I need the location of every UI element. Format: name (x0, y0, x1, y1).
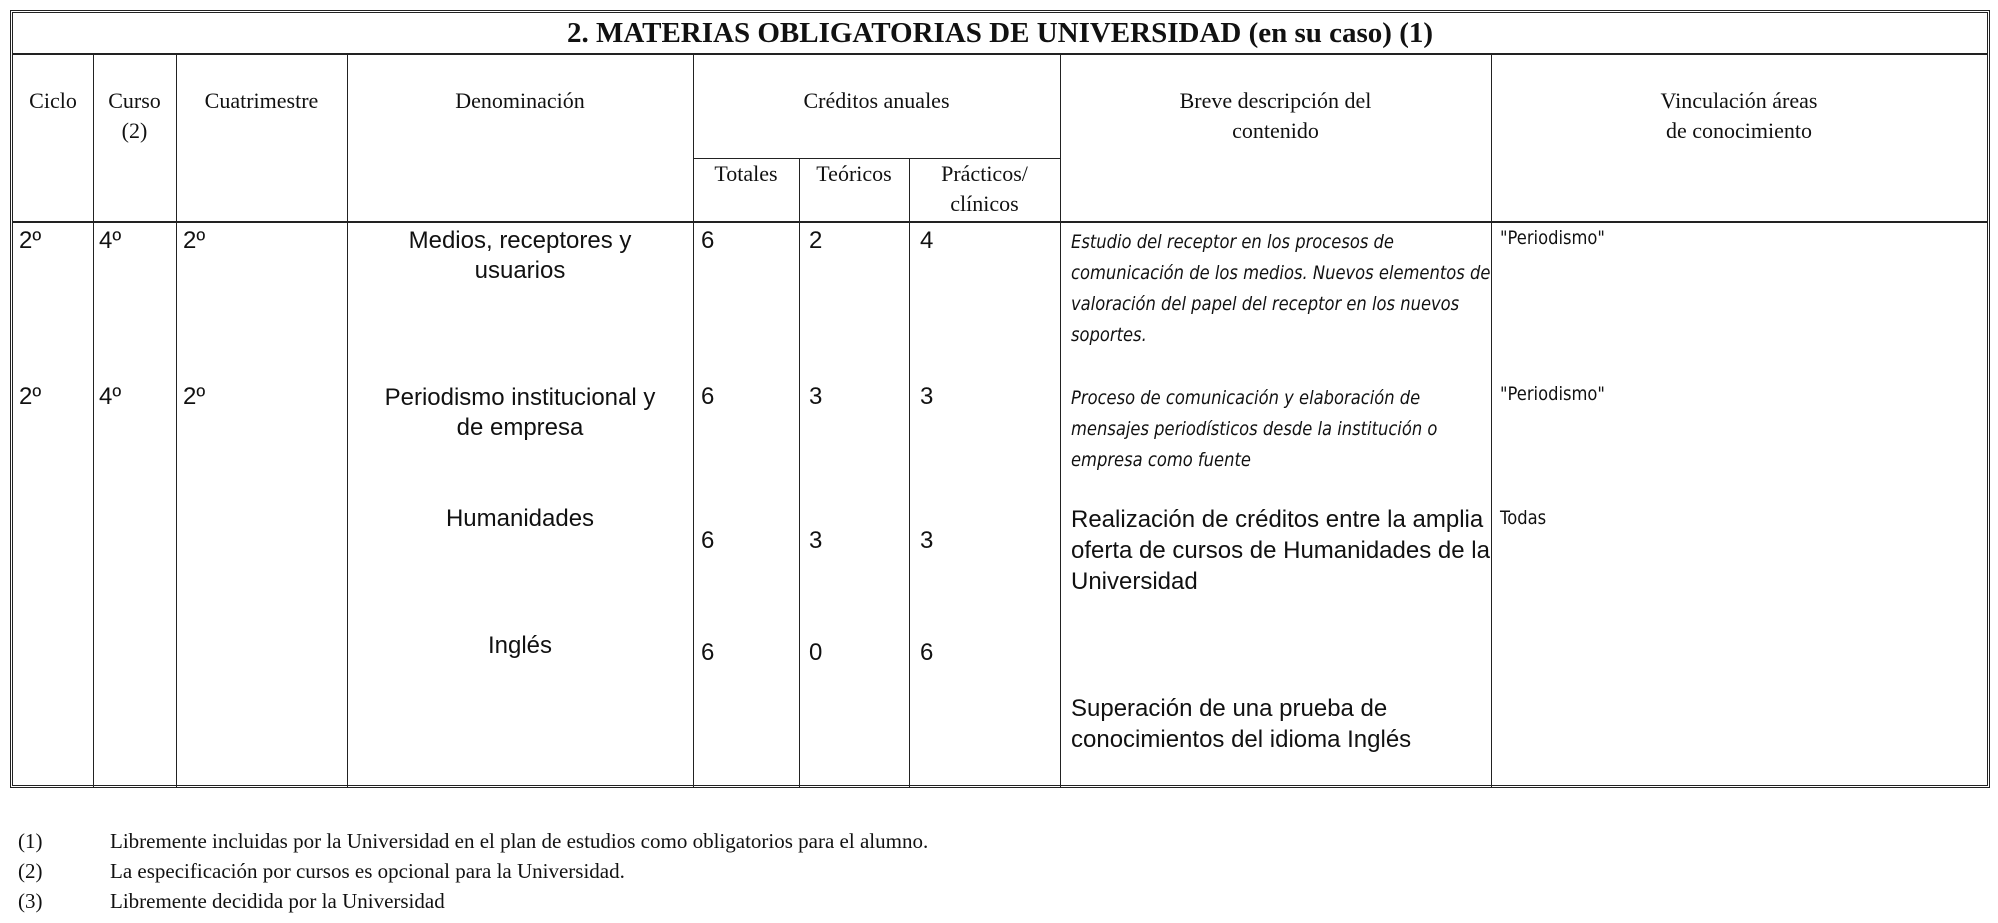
row4-practicos: 6 (920, 639, 934, 666)
row4-descripcion: Superación de una prueba de conocimientos del idioma Inglés (1071, 695, 1412, 753)
footnote (18, 826, 928, 856)
row1-practicos: 4 (920, 227, 934, 254)
col-divider (1060, 53, 1061, 788)
header-vinculacion: Vinculación áreas de conocimiento (1660, 88, 1818, 143)
row2-cuatrimestre: 2º (183, 383, 206, 410)
footnotes (18, 826, 928, 916)
footnote-text: Libremente incluidas por la Universidad en el plan de estudios como obligatorios para el alumno. (110, 829, 929, 853)
row3-descripcion: Realización de créditos entre la amplia oferta de cursos de Humanidades de la Universidad (1071, 506, 1490, 595)
row1-descripcion: Estudio del receptor en los procesos de comunicación de los medios. Nuevos elementos de valoración del papel del receptor en los nuevos soportes. (1071, 231, 1491, 346)
row4-denominacion: Inglés (487, 632, 553, 659)
row1-totales: 6 (701, 227, 715, 254)
header-creditos-anuales: Créditos anuales (803, 88, 950, 113)
row2-curso: 4º (99, 383, 122, 410)
row1-vinculacion: "Periodismo" (1500, 227, 1605, 249)
col-divider (176, 53, 177, 788)
row3-totales: 6 (701, 527, 715, 554)
row2-vinculacion: "Periodismo" (1500, 383, 1605, 405)
row3-denominacion: Humanidades (445, 505, 595, 532)
footnote-number: (2) (18, 859, 43, 883)
row1-cuatrimestre: 2º (183, 227, 206, 254)
footnote (18, 856, 928, 886)
footnote (18, 886, 928, 916)
table-title: 2. MATERIAS OBLIGATORIAS DE UNIVERSIDAD (en su caso) (1) (13, 13, 1987, 55)
col-divider (93, 53, 94, 788)
row2-denominacion: Periodismo institucional y de empresa (384, 384, 656, 441)
row3-practicos: 3 (920, 527, 934, 554)
footnote-text: La especificación por cursos es opcional para la Universidad. (110, 859, 625, 883)
row4-teoricos: 0 (809, 639, 823, 666)
header-teoricos: Teóricos (816, 161, 892, 186)
footnote-text: Libremente decidida por la Universidad (110, 889, 445, 913)
col-divider (909, 158, 910, 788)
header-denominacion: Denominación (455, 88, 585, 113)
col-divider (799, 158, 800, 788)
footnote-number: (1) (18, 829, 43, 853)
header-descripcion: Breve descripción del contenido (1179, 88, 1372, 143)
materias-table (10, 10, 1990, 788)
row2-practicos: 3 (920, 383, 934, 410)
header-cuatrimestre: Cuatrimestre (204, 88, 319, 113)
row2-teoricos: 3 (809, 383, 823, 410)
row1-denominacion: Medios, receptores y usuarios (408, 227, 632, 284)
footnote-number: (3) (18, 889, 43, 913)
row1-curso: 4º (99, 227, 122, 254)
row4-totales: 6 (701, 639, 715, 666)
row1-ciclo: 2º (19, 227, 42, 254)
row3-teoricos: 3 (809, 527, 823, 554)
header-bottom-divider (13, 221, 1987, 223)
row2-descripcion: Proceso de comunicación y elaboración de mensajes periodísticos desde la institución o empresa como fuente (1071, 387, 1438, 471)
header-totales: Totales (714, 161, 778, 186)
header-practicos: Prácticos/ clínicos (941, 161, 1028, 216)
row3-vinculacion: Todas (1500, 507, 1547, 529)
header-curso: Curso (2) (108, 88, 161, 143)
header-ciclo: Ciclo (29, 88, 77, 113)
row2-ciclo: 2º (19, 383, 42, 410)
row2-totales: 6 (701, 383, 715, 410)
row1-teoricos: 2 (809, 227, 823, 254)
